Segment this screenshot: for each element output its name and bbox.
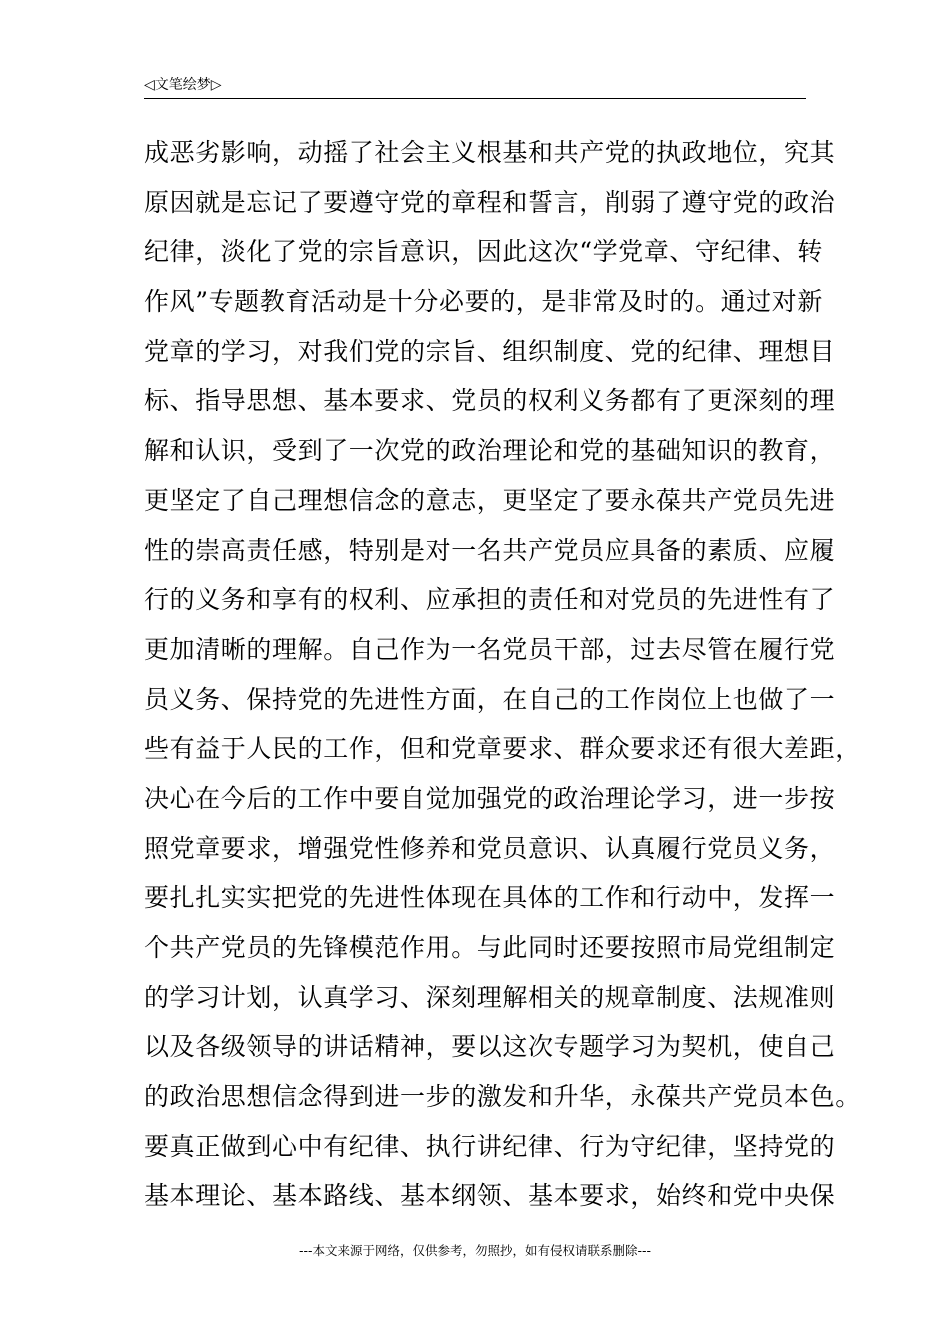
text-line: 更加清晰的理解。自己作为一名党员干部，过去尽管在履行党 (144, 634, 836, 664)
text-line: 员义务、保持党的先进性方面，在自己的工作岗位上也做了一 (144, 684, 836, 714)
text-line: 更坚定了自己理想信念的意志，更坚定了要永葆共产党员先进 (144, 485, 836, 515)
body-text (144, 128, 861, 1221)
header-title: ◁文笔绘梦▷ (144, 77, 222, 93)
text-line: 标、指导思想、基本要求、党员的权利义务都有了更深刻的理 (144, 386, 836, 416)
text-line: 照党章要求，增强党性修养和党员意识、认真履行党员义务， (144, 833, 836, 863)
text-line: 基本理论、基本路线、基本纲领、基本要求，始终和党中央保 (144, 1181, 836, 1211)
text-line: 个共产党员的先锋模范作用。与此同时还要按照市局党组制定 (144, 933, 836, 962)
text-line: 作风”专题教育活动是十分必要的，是非常及时的。通过对新 (144, 287, 823, 317)
text-line: 的学习计划，认真学习、深刻理解相关的规章制度、法规准则 (144, 982, 836, 1012)
text-line: 要扎扎实实把党的先进性体现在具体的工作和行动中，发挥一 (144, 883, 836, 913)
text-line: 原因就是忘记了要遵守党的章程和誓言，削弱了遵守党的政治 (144, 187, 836, 217)
text-line: 性的崇高责任感，特别是对一名共产党员应具备的素质、应履 (144, 535, 836, 565)
text-line: 成恶劣影响，动摇了社会主义根基和共产党的执政地位，究其 (144, 138, 836, 167)
text-line: 以及各级领导的讲话精神，要以这次专题学习为契机，使自己 (144, 1032, 836, 1062)
text-line: 纪律，淡化了党的宗旨意识，因此这次“学党章、守纪律、转 (144, 237, 823, 267)
text-line: 些有益于人民的工作，但和党章要求、群众要求还有很大差距， (144, 734, 861, 764)
text-line: 决心在今后的工作中要自觉加强党的政治理论学习，进一步按 (144, 783, 836, 813)
text-line: 要真正做到心中有纪律、执行讲纪律、行为守纪律，坚持党的 (144, 1131, 836, 1161)
page-header (144, 76, 806, 99)
text-line: 行的义务和享有的权利、应承担的责任和对党员的先进性有了 (144, 585, 836, 615)
text-line: 解和认识，受到了一次党的政治理论和党的基础知识的教育， (144, 436, 836, 466)
text-line: 党章的学习，对我们党的宗旨、组织制度、党的纪律、理想目 (144, 336, 836, 366)
footer-notice: ---本文来源于网络，仅供参考，勿照抄，如有侵权请联系删除--- (298, 1243, 652, 1258)
text-line: 的政治思想信念得到进一步的激发和升华，永葆共产党员本色。 (144, 1082, 861, 1112)
